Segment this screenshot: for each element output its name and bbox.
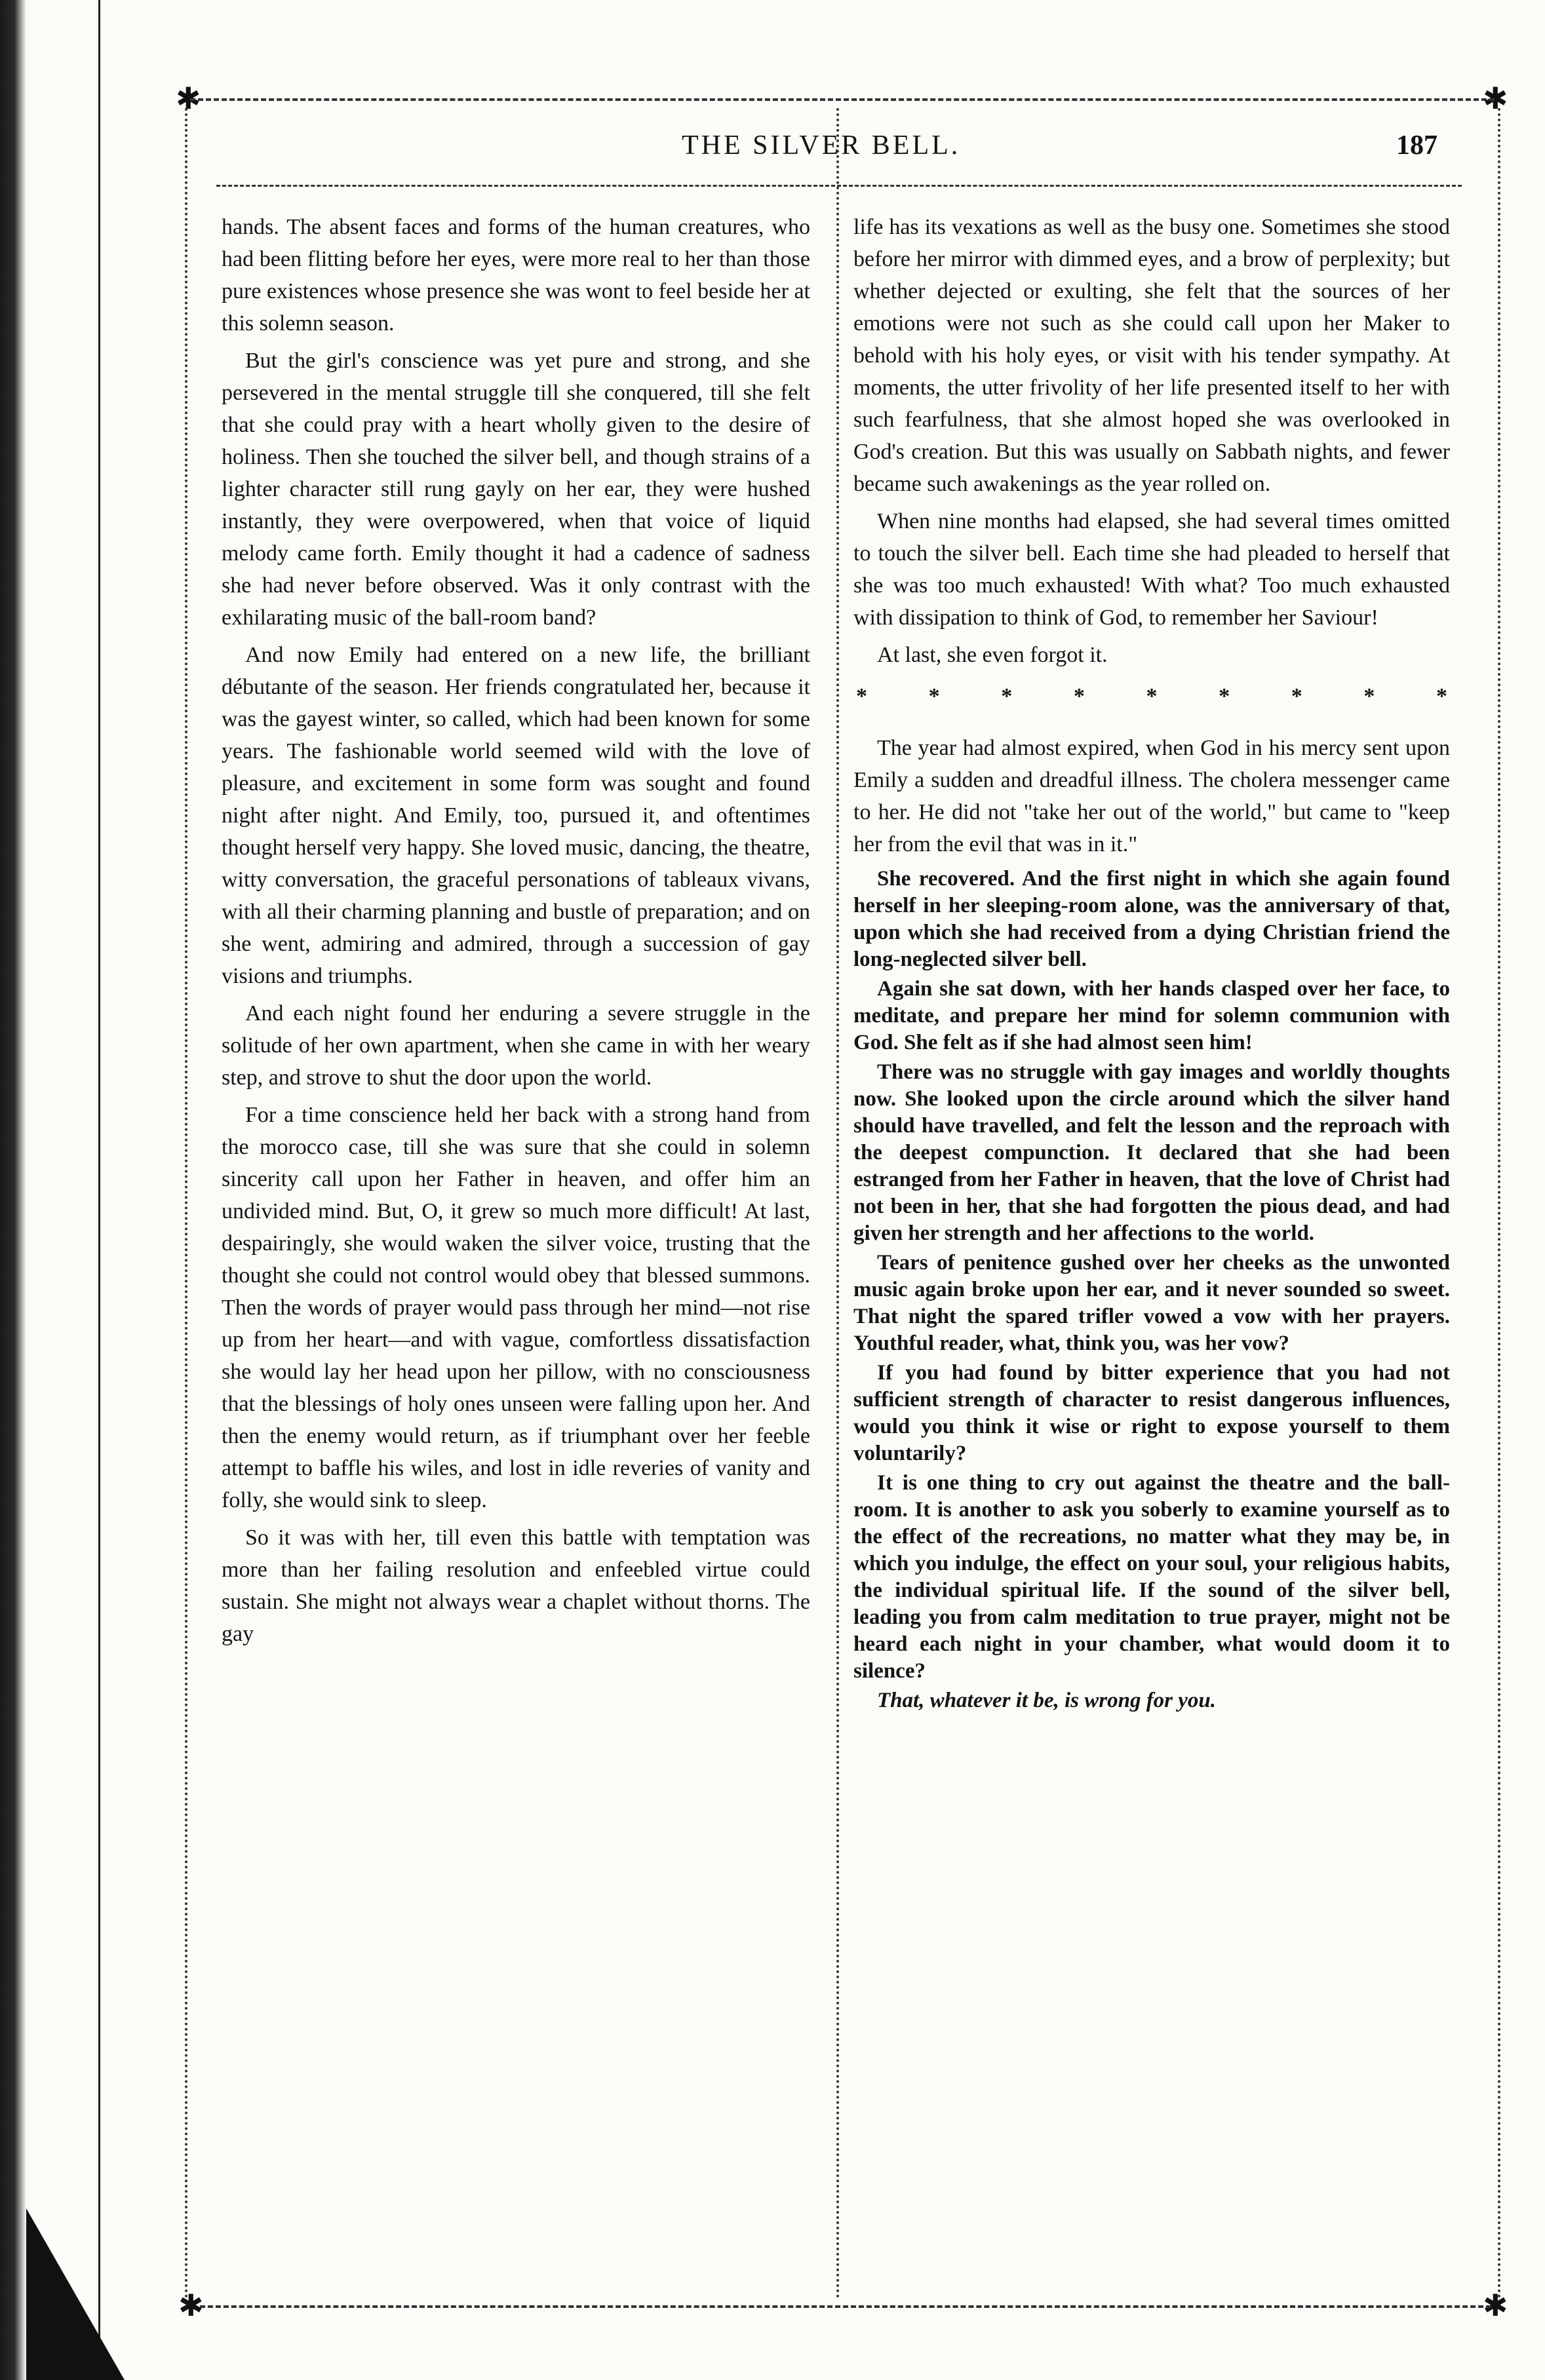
paragraph: Again she sat down, with her hands clasped over her face, to meditate, and prepare her mind for solemn communion with God. She felt as if she had almost seen him! bbox=[853, 977, 1450, 1054]
column-divider-rule bbox=[836, 108, 839, 2300]
paragraph: life has its vexations as well as the busy one. Sometimes she stood before her mirror with dimmed eyes, and a brow of perplexity; but whether dejected or exulting, she felt that the sources of her emotions were not such as she could call upon her Maker to behold with his holy eyes, or visit with his tender sympathy. At moments, the utter frivolity of her life presented itself to her with such fearfulness, that she almost hoped she was overlooked in God's creation. But this was usually on Sabbath nights, and fewer became such awakenings as the year rolled on. bbox=[853, 215, 1450, 496]
paragraph: When nine months had elapsed, she had several times omitted to touch the silver bell. Each time she had pleaded to herself that she was too much exhausted! With what? Too much exhausted with dissipation to think of God, to remember her Saviour! bbox=[853, 509, 1450, 630]
star-glyph: * bbox=[1001, 684, 1013, 708]
star-glyph: * bbox=[1436, 684, 1447, 708]
paragraph: hands. The absent faces and forms of the human creatures, who had been flitting before her eyes, were more real to her than those pure existences whose presence she was wont to feel beside her at this solemn season. bbox=[222, 215, 810, 336]
star-glyph: * bbox=[928, 684, 940, 708]
paragraph: Tears of penitence gushed over her cheeks as the unwonted music again broke upon her ear, and it never sounded so sweet. That night the spared trifler vowed a vow with her prayers. Youthful reader, what, think you, was her vow? bbox=[853, 1251, 1450, 1355]
right-border-rule bbox=[1498, 108, 1500, 2300]
paragraph: And now Emily had entered on a new life, the brilliant débutante of the season. Her friends congratulated her, because it was the gayest winter, so called, which had been known for some years. The fashionable world seemed wild with the love of pleasure, and excitement in some form was sought and found night after night. And Emily, too, pursued it, and oftentimes thought herself very happy. She loved music, dancing, the theatre, witty conversation, the graceful personations of tableaux vivans, with all their charming planning and bustle of preparation; and on she went, admiring and admired, through a succession of gay visions and triumphs. bbox=[222, 643, 810, 988]
left-border-rule bbox=[185, 108, 187, 2300]
paragraph: So it was with her, till even this battle with temptation was more than her failing resolution and enfeebled virtue could sustain. She might not always wear a chaplet without thorns. The gay bbox=[222, 1526, 810, 1646]
star-glyph: * bbox=[1291, 684, 1302, 708]
paragraph: The year had almost expired, when God in his mercy sent upon Emily a sudden and dreadful illness. The cholera messenger came to her. He did not "take her out of the world," but came to "keep her from the evil that was in it." bbox=[853, 736, 1450, 856]
header-underline-rule bbox=[216, 185, 1462, 187]
binding-shadow bbox=[0, 0, 26, 2380]
paragraph: If you had found by bitter experience that you had not sufficient strength of character to resist dangerous influences, would you think it wise or right to expose yourself to them voluntarily? bbox=[853, 1361, 1450, 1465]
top-border-rule bbox=[190, 98, 1495, 101]
star-ornament-top-left: ✱ bbox=[176, 82, 201, 115]
star-glyph: * bbox=[1073, 684, 1085, 708]
star-ornament-bottom-right: ✱ bbox=[1483, 2289, 1508, 2322]
closing-line: That, whatever it be, is wrong for you. bbox=[877, 1689, 1217, 1712]
binding-edge-line bbox=[98, 0, 100, 2380]
page-corner-shadow bbox=[26, 2208, 125, 2380]
left-column bbox=[222, 211, 810, 1655]
running-header bbox=[0, 130, 1545, 169]
star-glyph: * bbox=[1219, 684, 1230, 708]
star-glyph: * bbox=[1363, 684, 1375, 708]
star-glyph: * bbox=[1146, 684, 1158, 708]
paragraph: For a time conscience held her back with a strong hand from the morocco case, till she was sure that she could in solemn sincerity call upon her Father in heaven, and offer him an undivided mind. But, O, it grew so much more difficult! At last, despairingly, she would waken the silver voice, trusting that the thought she could not control would obey that blessed summons. Then the words of prayer would pass through her mind—not rise up from her heart—and with vague, comfortless dissatisfaction she would lay her head upon her pillow, with no consciousness that the blessings of holy ones unseen were falling upon her. And then the enemy would return, as if triumphant over her feeble attempt to baffle his wiles, and lost in idle reveries of vanity and folly, she would sink to sleep. bbox=[222, 1103, 810, 1512]
paragraph: There was no struggle with gay images and worldly thoughts now. She looked upon the circle around which the silver hand should have travelled, and felt the lesson and the reproach with the deepest compunction. It declared that she had been estranged from her Father in heaven, that the love of Christ had not been in her, that she had forgotten the pious dead, and had given her strength and her affections to the world. bbox=[853, 1060, 1450, 1245]
star-ornament-bottom-left: ✱ bbox=[178, 2289, 204, 2322]
paragraph: It is one thing to cry out against the theatre and the ball-room. It is another to ask you soberly to examine yourself as to the effect of the recreations, no matter what they may be, in which you indulge, the effect on your soul, your religious habits, the individual spiritual life. If the sound of the silver bell, leading you from calm meditation to true prayer, might not be heard each night in your chamber, what would doom it to silence? bbox=[853, 1471, 1450, 1683]
page-number: 187 bbox=[1396, 130, 1437, 161]
star-glyph: * bbox=[856, 684, 867, 708]
section-break-stars bbox=[856, 680, 1447, 712]
paragraph: But the girl's conscience was yet pure and strong, and she persevered in the mental struggle till she conquered, till she felt that she could pray with a heart wholly given to the desire of holiness. Then she touched the silver bell, and though strains of a lighter character still rung gayly on her ear, they were hushed instantly, they were overpowered, when that voice of liquid melody came forth. Emily thought it had a cadence of sadness she had never before observed. Was it only contrast with the exhilarating music of the ball-room band? bbox=[222, 349, 810, 630]
paragraph: And each night found her enduring a severe struggle in the solitude of her own apartment, when she came in with her weary step, and strove to shut the door upon the world. bbox=[222, 1001, 810, 1090]
paragraph: At last, she even forgot it. bbox=[877, 643, 1108, 667]
right-column bbox=[853, 211, 1450, 1717]
running-title: THE SILVER BELL. bbox=[682, 130, 961, 161]
star-ornament-top-right: ✱ bbox=[1483, 82, 1508, 115]
paragraph: She recovered. And the first night in which she again found herself in her sleeping-room alone, was the anniversary of that, upon which she had received from a dying Christian friend the long-neglected silver bell. bbox=[853, 867, 1450, 971]
bottom-border-rule bbox=[200, 2305, 1491, 2308]
